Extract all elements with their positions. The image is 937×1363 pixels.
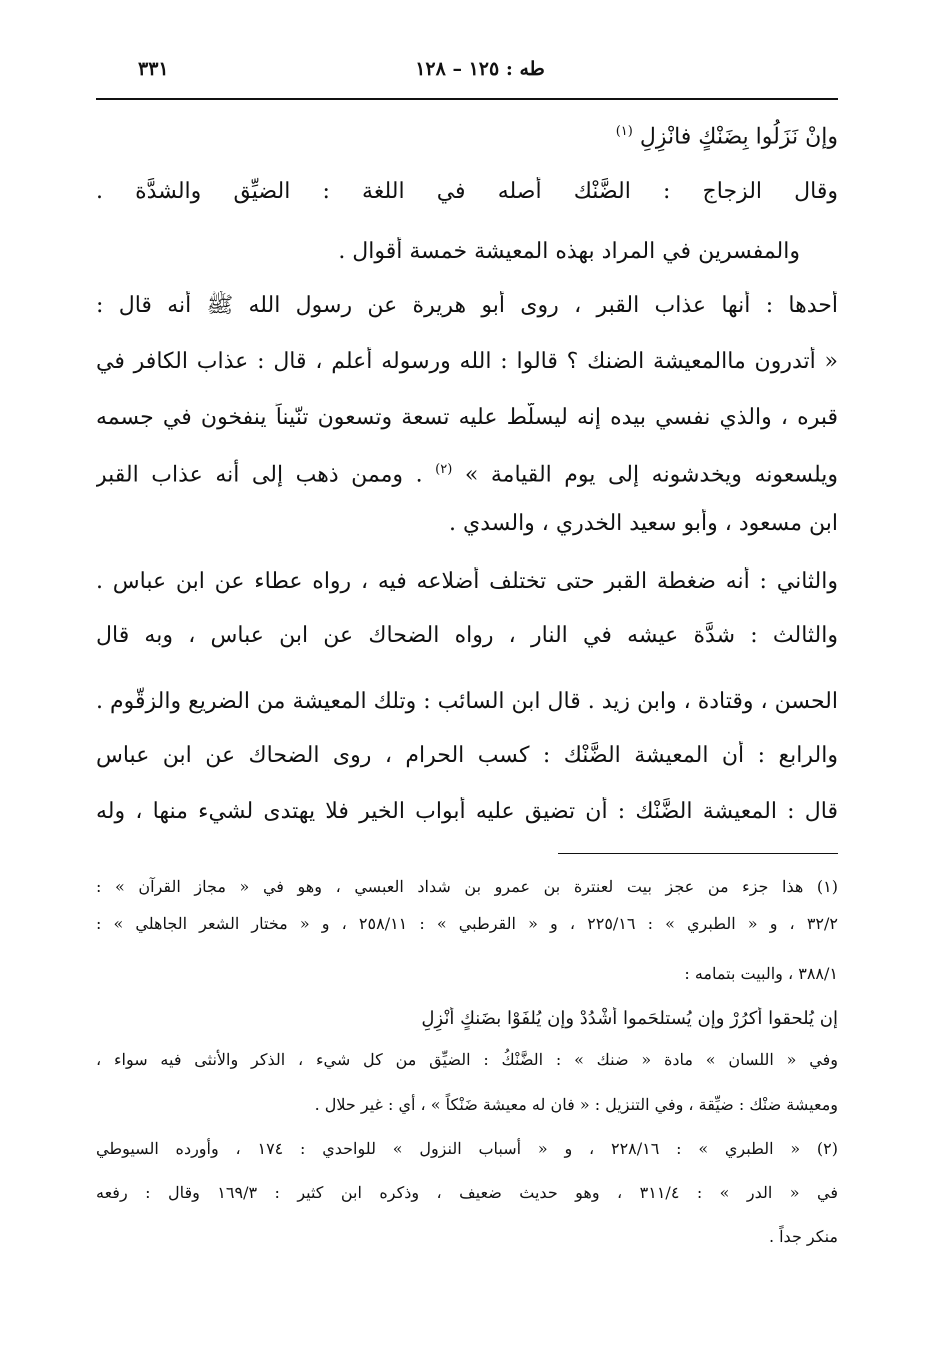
- body-line-10: الحسن ، وقتادة ، وابن زيد . قال ابن السائب : وتلك المعيشة من الضريع والزقّوم .: [96, 689, 838, 714]
- verse-line: [300, 117, 838, 152]
- body-line-8: والثاني : أنه ضغطة القبر حتى تختلف أضلاعه فيه ، رواه عطاء عن ابن عباس .: [96, 569, 838, 594]
- body-line-1: وقال الزجاج : الضَّنْك أصله في اللغة : الضيِّق والشدَّة .: [96, 179, 838, 204]
- footnote-ref-1: (١): [615, 124, 633, 139]
- body-line-9: والثالث : شدَّة عيشه في النار ، رواه الضحاك عن ابن عباس ، وبه قال: [96, 623, 838, 648]
- body-line-6: [96, 455, 838, 490]
- running-header-title: طه : ١٢٥ – ١٢٨: [415, 58, 545, 80]
- footnote-divider: [558, 853, 838, 854]
- body-line-3: أحدها : أنها عذاب القبر ، روى أبو هريرة عن رسول الله ﷺ أنه قال :: [96, 293, 838, 318]
- body-line-11: والرابع : أن المعيشة الضَّنْك : كسب الحرام ، روى الضحاك عن ابن عباس: [96, 743, 838, 768]
- footnote-verse: إن يُلحقوا أكرُرْ وإن يُستلحَموا أشْدُدْ وإن يُلفَوْا بضَنكٍ أنْزِلِ: [421, 1008, 838, 1029]
- footnote-ref-2: (٢): [435, 462, 453, 477]
- footnote-line-2: ٣٢/٢ ، و « الطبري » : ٢٢٥/١٦ ، و « القرطبي » : ٢٥٨/١١ ، و « مختار الشعر الجاهلي » :: [96, 914, 838, 933]
- body-line-6-tail: . وممن ذهب إلى أنه عذاب القبر: [96, 462, 423, 488]
- body-line-6-text: ويلسعونه ويخدشونه إلى يوم القيامة »: [464, 462, 838, 488]
- footnote-line-8: في « الدر » : ٣١١/٤ ، وهو حديث ضعيف ، وذكره ابن كثير : ١٦٩/٣ وقال : رفعه: [96, 1183, 838, 1202]
- body-line-4: « أتدرون ماالمعيشة الضنك ؟ قالوا : الله ورسوله أعلم ، قال : عذاب الكافر في: [96, 349, 838, 374]
- footnote-line-7: (٢) « الطبري » : ٢٢٨/١٦ ، و « أسباب النزول » للواحدي : ١٧٤ ، وأورده السيوطي: [96, 1139, 838, 1158]
- verse-text: وإنْ نَزَلُوا بِضَنْكٍ فانْزِلِ: [639, 124, 838, 150]
- footnote-line-3: ٣٨٨/١ ، والبيت بتمامه :: [684, 964, 838, 983]
- body-line-7: ابن مسعود ، وأبو سعيد الخدري ، والسدي .: [448, 511, 838, 536]
- body-line-5: قبره ، والذي نفسي بيده إنه ليسلَّط عليه تسعة وتسعون تنّيناً ينفخون في جسمه: [96, 405, 838, 430]
- body-line-12: قال : المعيشة الضَّنْك : أن تضيق عليه أبواب الخير فلا يهتدى لشيء منها ، وله: [96, 799, 838, 824]
- footnote-line-6: ومعيشة ضنْك : ضيِّقة ، وفي التنزيل : « فان له معيشة ضَنْكاً » ، أي : غير حلال .: [314, 1095, 838, 1114]
- header-divider: [96, 98, 838, 100]
- footnote-line-5: وفي « اللسان » مادة « ضنك » : الضَّنْكُ : الضيِّق من كل شيء ، الذكر والأنثى فيه سواء ،: [96, 1050, 838, 1069]
- body-line-2: والمفسرين في المراد بهذه المعيشة خمسة أقوال .: [338, 239, 800, 264]
- footnote-line-1: (١) هذا جزء من عجز بيت لعنترة بن عمرو بن شداد العبسي ، وهو في « مجاز القرآن » :: [96, 877, 838, 896]
- page-number: ٣٣١: [138, 58, 169, 80]
- footnote-line-9: منكر جداً .: [768, 1227, 838, 1246]
